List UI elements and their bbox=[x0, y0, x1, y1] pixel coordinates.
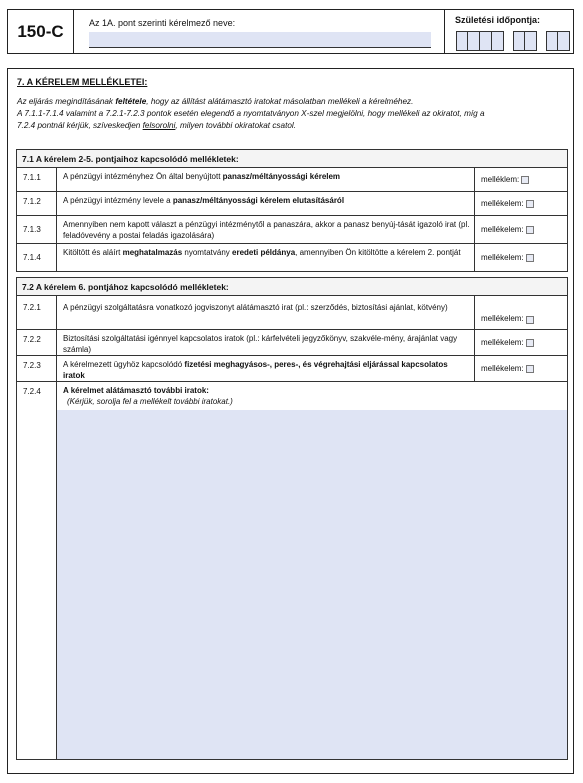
birth-month-digit-1[interactable] bbox=[513, 31, 525, 51]
birth-date-box bbox=[445, 10, 573, 53]
birth-date-fields bbox=[456, 31, 570, 51]
section-intro: Az eljárás megindításának feltétele, hogy az állítást alátámasztó iratokat másolatban mellékeli a kérelméhez. A 7.1.1-7.1.4 valamint a 7.2.1-7.2.3 pontok esetén elegendő a nyomtatványon X-szel megjelölni, hogy mellékeli az okiratot, míg a 7.2.4 pontnál kérjük, szíveskedjen felsorolni, milyen további okiratokat csatol. bbox=[17, 97, 485, 131]
applicant-name-field[interactable] bbox=[89, 32, 431, 48]
table-row: 7.1.2 A pénzügyi intézmény levele a panasz/méltányossági kérelem elutasításáról mellékelem: bbox=[17, 192, 567, 216]
attach-checkbox[interactable] bbox=[521, 176, 529, 184]
table-row: 7.2.3 A kérelmezett ügyhöz kapcsolódó fizetési meghagyásos-, peres-, és végrehajtási eljárással kapcsolatos iratok mellékelem: bbox=[17, 356, 567, 382]
attachments-table-7-2 bbox=[16, 277, 568, 760]
further-docs-label: A kérelmet alátámasztó további iratok: bbox=[63, 386, 209, 395]
birth-day-digit-1[interactable] bbox=[546, 31, 558, 51]
table-row: 7.1.4 Kitöltött és aláírt meghatalmazás nyomtatvány eredeti példánya, amennyiben Ön kitöltötte a kérelem 2. pontját mellékelem: bbox=[17, 244, 567, 271]
birth-date-label: Születési időpontja: bbox=[455, 15, 541, 25]
further-docs-textarea[interactable] bbox=[57, 410, 567, 759]
applicant-name-label: Az 1A. pont szerinti kérelmező neve: bbox=[89, 18, 236, 28]
attach-checkbox[interactable] bbox=[526, 365, 534, 373]
attach-checkbox[interactable] bbox=[526, 226, 534, 234]
attach-checkbox[interactable] bbox=[526, 339, 534, 347]
birth-year-digit-1[interactable] bbox=[456, 31, 468, 51]
table-row: 7.1.1 A pénzügyi intézményhez Ön által benyújtott panasz/méltányossági kérelem melléklem: bbox=[17, 168, 567, 192]
further-docs-hint: (Kérjük, sorolja fel a mellékelt további iratokat.) bbox=[67, 397, 233, 406]
birth-year-digit-3[interactable] bbox=[480, 31, 492, 51]
attachments-table-7-1 bbox=[16, 149, 568, 272]
birth-year-digit-4[interactable] bbox=[492, 31, 504, 51]
table-row: 7.2.1 A pénzügyi szolgáltatásra vonatkozó jogviszonyt alátámasztó irat (pl.: szerződés, biztosítási ajánlat, kötvény) mellékelem: bbox=[17, 296, 567, 330]
birth-day-digit-2[interactable] bbox=[558, 31, 570, 51]
birth-month-digit-2[interactable] bbox=[525, 31, 537, 51]
table-row: 7.2.4 A kérelmet alátámasztó további iratok: (Kérjük, sorolja fel a mellékelt további iratokat.) bbox=[17, 382, 567, 759]
table-row: 7.1.3 Amennyiben nem kapott választ a pénzügyi intézménytől a panaszára, akkor a panasz benyúj-tását igazoló irat (pl. feladóvevény a postai feladás igazolására) mellékelem: bbox=[17, 216, 567, 244]
table-heading: 7.1 A kérelem 2-5. pontjaihoz kapcsolódó mellékletek: bbox=[17, 150, 567, 168]
applicant-name-box bbox=[74, 10, 445, 53]
attach-checkbox[interactable] bbox=[526, 200, 534, 208]
table-heading: 7.2 A kérelem 6. pontjához kapcsolódó mellékletek: bbox=[17, 278, 567, 296]
attach-checkbox[interactable] bbox=[526, 254, 534, 262]
form-header bbox=[7, 9, 574, 54]
form-code: 150-C bbox=[8, 10, 74, 53]
attachments-section bbox=[7, 68, 574, 774]
attach-checkbox[interactable] bbox=[526, 316, 534, 324]
birth-year-digit-2[interactable] bbox=[468, 31, 480, 51]
table-row: 7.2.2 Biztosítási szolgáltatási igénnyel kapcsolatos iratok (pl.: kárfelvételi jegyzőkönyv, szakvéle-mény, árajánlat vagy számla) mellékelem: bbox=[17, 330, 567, 356]
section-title: 7. A KÉRELEM MELLÉKLETEI: bbox=[17, 77, 148, 87]
